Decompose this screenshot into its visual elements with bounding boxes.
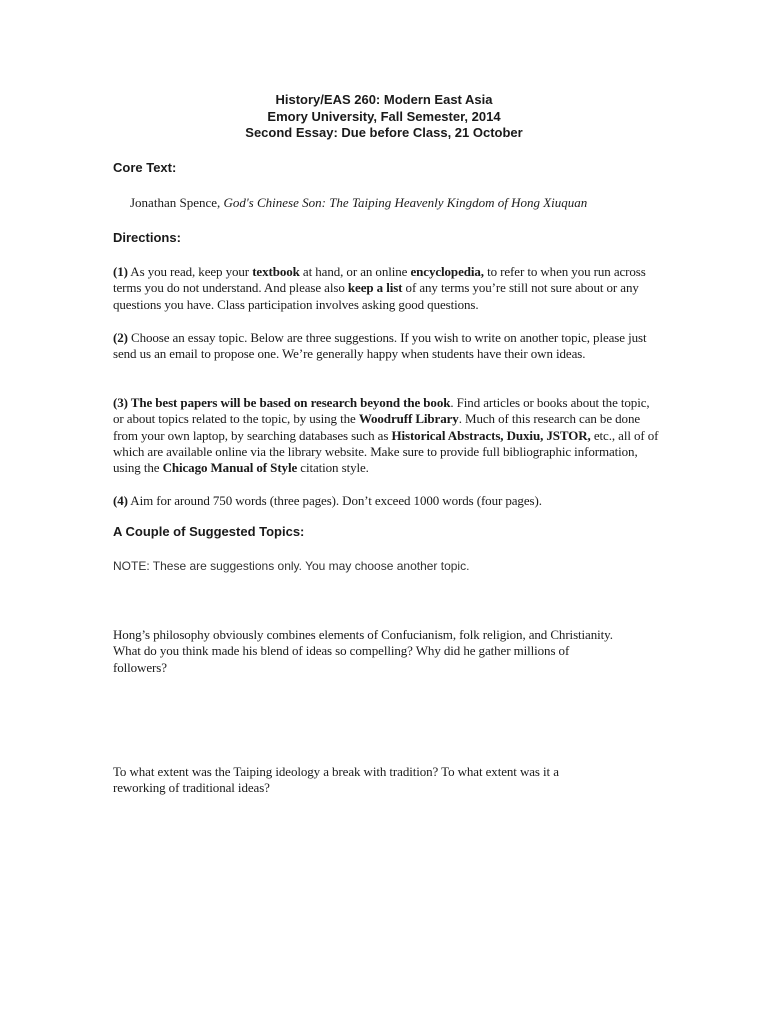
core-text-citation [130,195,587,211]
topic-1: Hong’s philosophy obviously combines elements of Confucianism, folk religion, and Christianity. What do you think made his blend of ideas so compelling? Why did he gather millions of followers? [113,627,613,675]
core-text-author: Jonathan Spence, [130,195,224,210]
direction-number: (1) [113,264,128,279]
direction-2 [113,330,661,363]
semester-line: Emory University, Fall Semester, 2014 [267,108,501,124]
direction-3 [113,395,661,476]
direction-text: Choose an essay topic. Below are three suggestions. If you wish to write on another topic, please just send us an email to propose one. We’re generally happy when students have their own ideas. [113,330,647,362]
core-text-book-title: God's Chinese Son: The Taiping Heavenly Kingdom of Hong Xiuquan [223,195,588,210]
direction-emphasis: keep a list [347,280,403,296]
topic-2: To what extent was the Taiping ideology a break with tradition? To what extent was it a reworking of traditional ideas? [113,764,559,796]
document-header [0,92,768,142]
direction-text: . Find articles or books about the topic, or about topics related to the topic, by using the [113,395,650,427]
direction-text: citation style. [297,460,369,476]
direction-text: As you read, keep your [127,264,253,279]
topics-note: NOTE: These are suggestions only. You may choose another topic. [113,559,470,573]
direction-text: to refer to when you run across terms you do not understand. And please also [113,264,646,296]
direction-4 [113,493,661,509]
direction-emphasis: Chicago Manual of Style [162,460,298,476]
direction-text: . Much of this research can be done from your own laptop, by searching databases such as [113,411,641,443]
direction-text: etc., all of of which are available online via the library website. Make sure to provide full bibliographic information, using the [113,427,659,476]
direction-text: Aim for around 750 words (three pages). Don’t exceed 1000 words (four pages). [127,493,542,508]
due-date-line: Second Essay: Due before Class, 21 October [245,125,523,140]
core-text-heading: Core Text: [113,160,177,175]
course-title: History/EAS 260: Modern East Asia [275,92,493,107]
direction-1 [113,264,661,313]
direction-text: at hand, or an online [299,264,411,279]
topics-heading: A Couple of Suggested Topics: [113,524,305,539]
direction-emphasis: Woodruff Library [358,411,459,427]
directions-heading: Directions: [113,230,181,245]
direction-number: (4) [113,493,128,508]
direction-emphasis: Historical Abstracts, Duxiu, JSTOR, [391,427,591,443]
direction-emphasis: encyclopedia, [410,264,484,279]
direction-text: of any terms you’re still not sure about or any questions you have. Class participation involves asking good questions. [113,280,639,312]
direction-lead: (3) The best papers will be based on research beyond the book [113,395,451,410]
direction-emphasis: textbook [252,264,300,279]
direction-number: (2) [113,330,128,345]
